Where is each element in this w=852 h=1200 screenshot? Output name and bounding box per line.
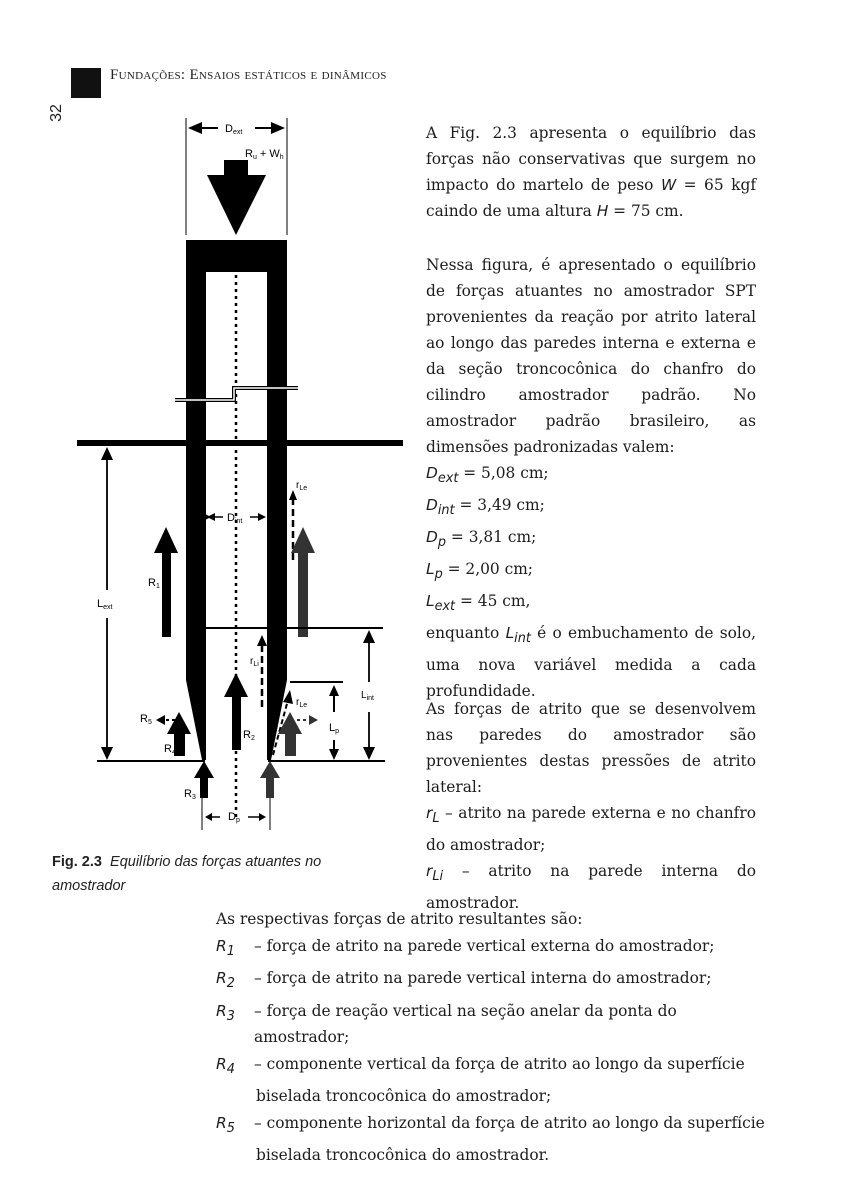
lp-label: Lp (329, 722, 340, 735)
dint-label: Dint (227, 512, 243, 525)
r3-label: R3 (184, 788, 196, 801)
dext-label: Dext (225, 123, 243, 136)
r4-label: R4 (164, 743, 176, 756)
pressure-item: $r_{Li}$ – atrito na parede interna do amostrador. (426, 862, 756, 913)
r5-label: R5 (140, 713, 152, 726)
header-marker-block (71, 68, 101, 98)
resulting-forces-list (216, 906, 776, 1169)
force-item: $R_5$ – componente horizontal da força de atrito ao longo da superfície (216, 1113, 765, 1136)
force-item-continuation: biselada troncocônica do amostrador; (256, 1087, 552, 1106)
rle-bottom-label: $r_{Le}$ (296, 697, 308, 709)
dimension-item: $D_p = 3,81$ cm; (426, 528, 537, 551)
dimension-item: $D_{ext} = 5,08$ cm; (426, 464, 549, 487)
force-item: $R_1$ – força de atrito na parede vertical externa do amostrador; (216, 936, 715, 959)
caption-text: Equilíbrio das forças atuantes no amostrador (52, 854, 322, 894)
force-item: $R_4$ – componente vertical da força de atrito ao longo da superfície (216, 1054, 745, 1077)
r2-label: R2 (243, 729, 255, 742)
force-item: $R_3$ – força de reação vertical na seção anelar da ponta do amostrador; (216, 1001, 677, 1047)
sampler-force-diagram (70, 115, 415, 850)
paragraph-friction-pressures: As forças de atrito que se desenvolvem nas paredes do amostrador são provenientes destas pressões de atrito lateral: $r_L$ – atrito na parede externa e no chanfro do amostrador; $r_{Li}$ – atrito na parede interna do amostrador. (426, 696, 756, 916)
force-item: $R_2$ – força de atrito na parede vertical interna do amostrador; (216, 969, 712, 992)
lint-description: enquanto $L_{int}$ é o embuchamento de solo, uma nova variável medida a cada profundidade. (426, 624, 757, 701)
paragraph-intro: A Fig. 2.3 apresenta o equilíbrio das forças não conservativas que surgem no impacto do martelo de peso W = 65 kgf caindo de uma altura H = 75 cm. (426, 124, 757, 220)
dimension-item: $D_{int} = 3,49$ cm; (426, 496, 545, 519)
rli-label: $r_{Li}$ (250, 656, 259, 668)
dimension-list (426, 460, 756, 704)
dimension-item: $L_p = 2,00$ cm; (426, 560, 533, 583)
r1-label: R1 (148, 577, 160, 590)
paragraph-figure-description: Nessa figura, é apresentado o equilíbrio de forças atuantes no amostrador SPT provenientes da reação por atrito lateral ao longo das paredes interna e externa e da seção troncocônica do chanfro do cilindro amostrador padrão. No amostrador padrão brasileiro, as dimensões padronizadas valem: (426, 256, 756, 456)
lint-label: $L_{int}$ (361, 690, 374, 702)
forces-intro: As respectivas forças de atrito resultantes são: (216, 910, 583, 928)
running-header: Fundações: Ensaios estáticos e dinâmicos (110, 67, 387, 83)
caption-number: Fig. 2.3 (52, 854, 102, 870)
dp-label: Dp (228, 811, 240, 824)
load-label: Ru + Wh (245, 148, 284, 161)
force-item-continuation: biselada troncocônica do amostrador. (256, 1146, 550, 1165)
lext-label: Lext (97, 598, 113, 611)
dimension-item: $L_{ext} = 45$ cm, (426, 592, 531, 615)
pressure-item: $r_L$ – atrito na parede externa e no chanfro do amostrador; (426, 804, 756, 855)
figure-caption (52, 850, 372, 898)
rle-top-label: $r_{Le}$ (296, 480, 308, 492)
page-number: 32 (47, 104, 65, 122)
